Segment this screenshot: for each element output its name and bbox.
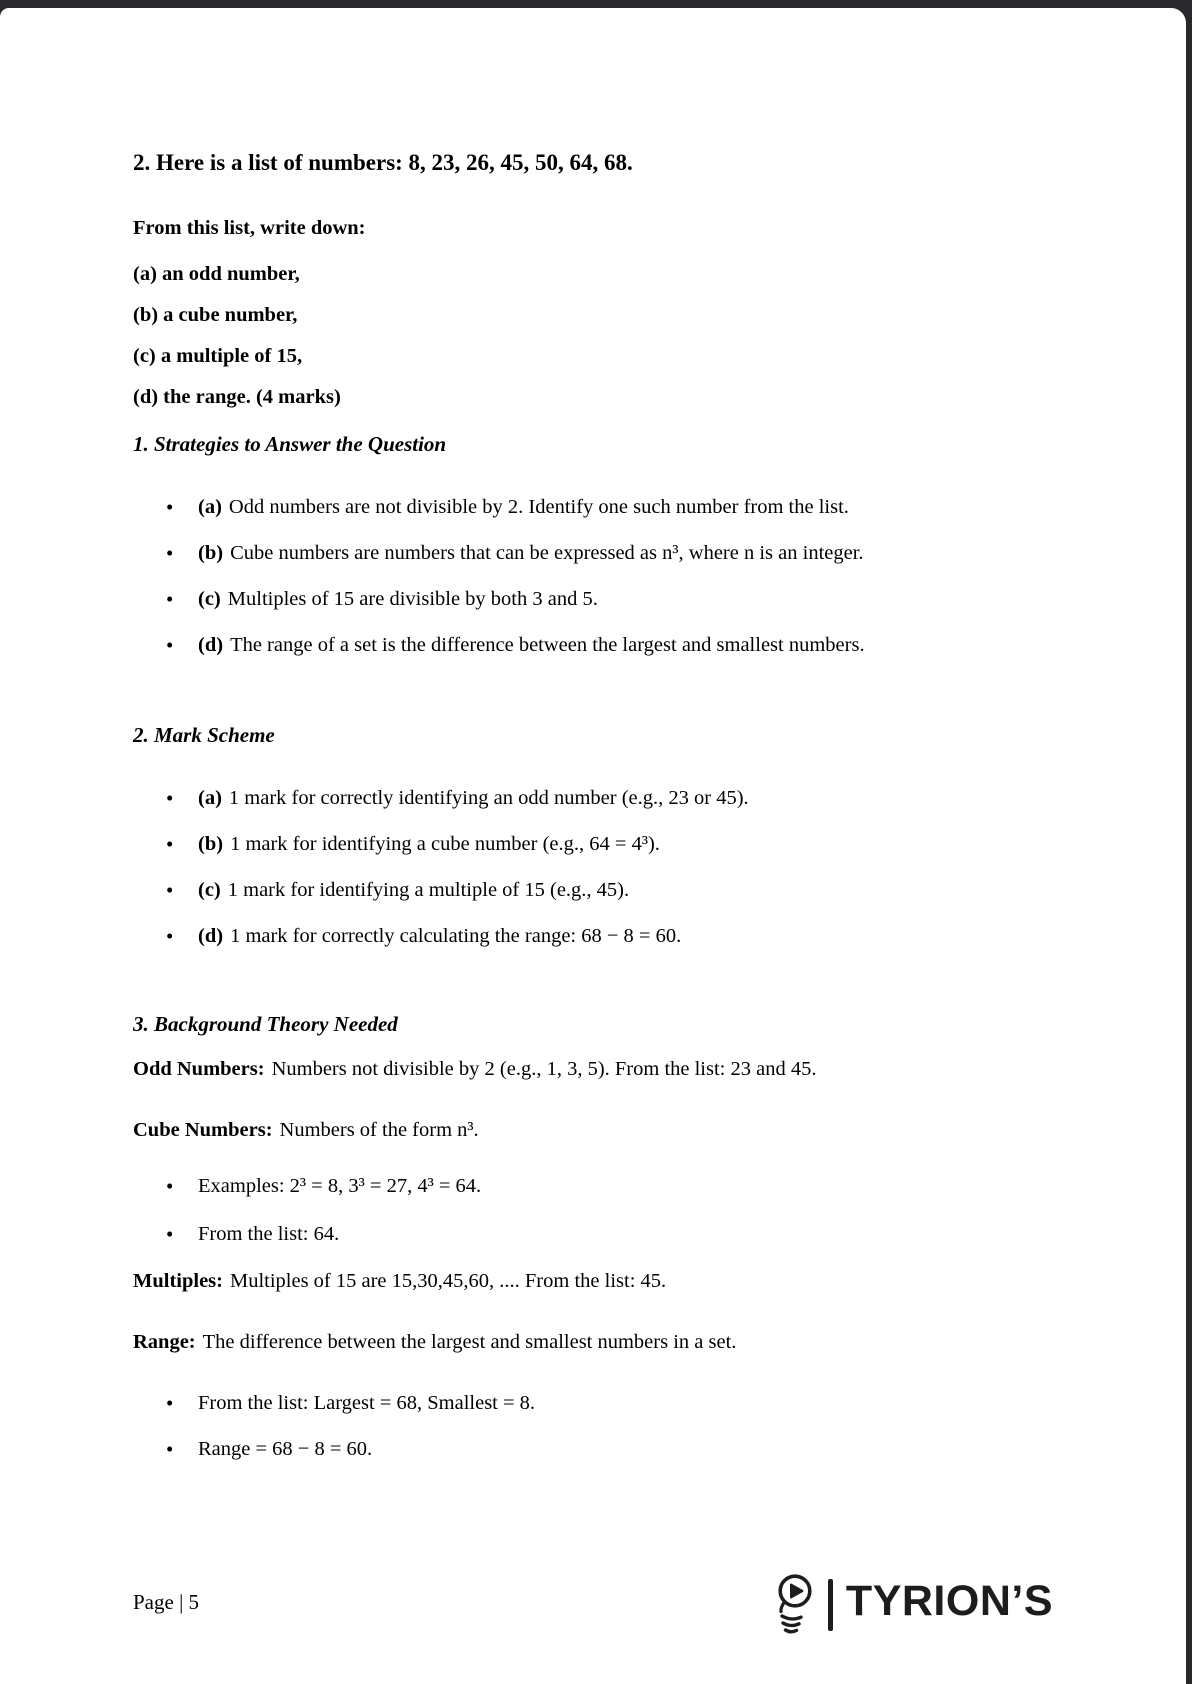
term-label: Multiples: <box>133 1270 223 1292</box>
strategies-list <box>133 495 1086 658</box>
list-item <box>133 495 1086 520</box>
question-part-b: (b) a cube number, <box>133 304 298 326</box>
brand-wordmark: TYRION’S <box>845 1577 1053 1625</box>
term-label: Odd Numbers: <box>133 1058 265 1080</box>
item-label: (a) <box>198 496 222 518</box>
item-label: (c) <box>198 879 221 901</box>
item-text: Multiples of 15 are divisible by both 3 and 5. <box>227 588 598 610</box>
item-text: 1 mark for identifying a multiple of 15 (e.g., 45). <box>227 879 630 901</box>
mark-scheme-list <box>133 786 1086 949</box>
term-text: Numbers not divisible by 2 (e.g., 1, 3, 5). From the list: 23 and 45. <box>271 1058 817 1080</box>
item-label: (d) <box>198 925 224 947</box>
section-heading-strategies: 1. Strategies to Answer the Question <box>133 432 447 456</box>
page-footer <box>133 1573 1053 1637</box>
item-text: Cube numbers are numbers that can be expressed as n³, where n is an integer. <box>230 542 864 564</box>
item-label: (b) <box>198 833 224 855</box>
list-item <box>133 924 1086 949</box>
section-heading-mark-scheme: 2. Mark Scheme <box>133 723 275 747</box>
term-text: Multiples of 15 are 15,30,45,60, .... From the list: 45. <box>229 1270 667 1292</box>
question-title: 2. Here is a list of numbers: 8, 23, 26, 45, 50, 64, 68. <box>133 150 633 175</box>
list-item <box>133 633 1086 658</box>
term-text: Numbers of the form n³. <box>279 1119 479 1141</box>
viewer-top-edge <box>0 0 1192 8</box>
question-part-a: (a) an odd number, <box>133 263 300 285</box>
section-heading-theory: 3. Background Theory Needed <box>133 1012 398 1036</box>
list-item <box>133 878 1086 903</box>
list-item: • From the list: 64. <box>133 1221 1086 1247</box>
document-content <box>0 8 1186 1462</box>
item-text: 1 mark for identifying a cube number (e.g., 64 = 4³). <box>230 833 660 855</box>
lightbulb-play-icon <box>775 1573 815 1637</box>
page-number-label: Page | 5 <box>133 1590 200 1614</box>
item-label: (c) <box>198 588 221 610</box>
theory-cube-numbers <box>133 1118 1086 1143</box>
brand-divider <box>828 1579 833 1631</box>
list-item <box>133 786 1086 811</box>
item-label: (b) <box>198 542 224 564</box>
list-item: • Examples: 2³ = 8, 3³ = 27, 4³ = 64. <box>133 1173 1086 1199</box>
item-text: 1 mark for correctly identifying an odd number (e.g., 23 or 45). <box>228 787 749 809</box>
list-item: • Range = 68 − 8 = 60. <box>133 1437 1086 1462</box>
theory-odd-numbers <box>133 1057 1086 1082</box>
question-intro: From this list, write down: <box>133 217 366 239</box>
item-text: 1 mark for correctly calculating the range: 68 − 8 = 60. <box>230 925 682 947</box>
theory-multiples <box>133 1269 1086 1294</box>
list-item <box>133 587 1086 612</box>
list-item: • From the list: Largest = 68, Smallest = 8. <box>133 1391 1086 1416</box>
list-item <box>133 832 1086 857</box>
cube-examples-list <box>133 1173 1086 1247</box>
item-label: (d) <box>198 634 224 656</box>
list-item <box>133 541 1086 566</box>
viewer-right-edge <box>1186 0 1192 1684</box>
question-part-c: (c) a multiple of 15, <box>133 345 303 367</box>
document-page <box>0 8 1186 1684</box>
question-part-d: (d) the range. (4 marks) <box>133 386 341 408</box>
term-text: The difference between the largest and smallest numbers in a set. <box>202 1331 737 1353</box>
range-list <box>133 1391 1086 1462</box>
brand-logo <box>775 1573 1053 1637</box>
theory-range <box>133 1330 1086 1355</box>
item-text: Odd numbers are not divisible by 2. Identify one such number from the list. <box>228 496 849 518</box>
term-label: Cube Numbers: <box>133 1119 273 1141</box>
term-label: Range: <box>133 1331 196 1353</box>
item-text: The range of a set is the difference between the largest and smallest numbers. <box>230 634 865 656</box>
item-label: (a) <box>198 787 222 809</box>
